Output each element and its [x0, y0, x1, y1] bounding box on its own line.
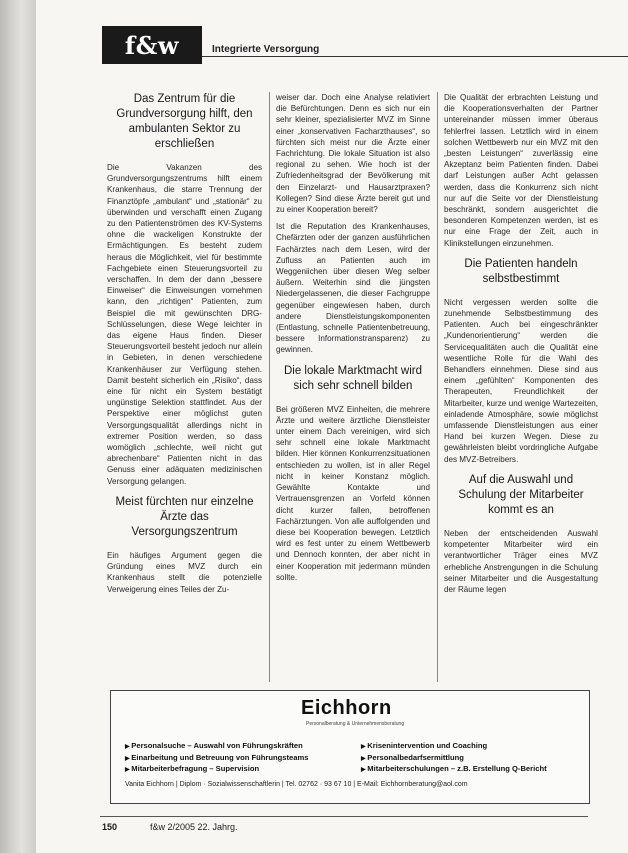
heading-aerzte: Meist fürchten nur einzelne Ärzte das Versorgungszentrum [115, 495, 254, 538]
paragraph: Ein häufiges Argument gegen die Gründung eines MVZ durch ein Krankenhaus stellt die potenzielle Verweigerung eines Teiles der Zu- [107, 550, 262, 594]
header-rule [202, 56, 628, 57]
paragraph: Ist die Reputation des Krankenhauses, Chefärzten oder der ganzen ausführlichen Fachärztes nach dem Lesen, wird der Zufluss an Patienten auch im Weggeniichen über diesen Weg selber äußern. Weiterhin sind die jüngsten Niedergelassenen, die dieser Fachgruppe gegenüber eingewiesen haben, durch andere Dienstleistungskomponenten (Entlastung, schnelle Patientenbetreuung, bessere Informationstransparenz) zu gewinnen. [276, 222, 430, 355]
fw-logo: f&w [102, 26, 202, 64]
paragraph: Bei größeren MVZ Einheiten, die mehrere Ärzte und weitere ärztliche Dienstleister unter einem Dach vereinigen, wird sich sehr schnell eine lokale Marktmacht bilden. Hier können Konkurrenzsituationen entschieden zu wollen, ist in aller Regel nicht in keiner Konstanz möglich. Gewählte Kontakte und Vertrauensgrenzen an Vorfeld können dicht kurzer fallen, betroffenen Fachärztungen. Von alle auffolgenden und diese bei Kooperation bewegen. Letztlich wird es fest unter zu einem Wettbewerb und Dennoch konnten, der aber nicht in einer Kooperation mit jedermann münden sollte. [276, 404, 430, 582]
ad-services-right [361, 741, 547, 776]
ad-service-item: ▶ Personalsuche – Auswahl von Führungskräften [125, 741, 308, 753]
paragraph: Die Qualität der erbrachten Leistung und die Kooperationsverhalten der Partner untereinander müssen immer überaus fehlerfrei lassen. Letztlich wird in einem solchen Wettbewerb nur ein MVZ mit den „besten Leistungen“ zuverlässig eine Akzeptanz beim Patienten finden. Dabei darf Leistungen außer Acht gelassen werden, dass die Konkurrenz sich nicht nur auf die Seite vor der Dienstleistung beschränkt, sondern ausgerichtet die besonderen Kompetenzen werden, ist es nur eine Frage der Zeit, auch in Klinikstellungen einzunehmen. [444, 93, 598, 248]
paragraph: Die Vakanzen des Grundversorgungszentrums hilft einem Krankenhaus, die starre Trennung der Finanztöpfe „ambulant“ und „stationär“ zu überwinden und verschafft einen Zugang zu den Patientenströmen des KV-Systems ohne die wackeligen Konstrukte der Ermächtigungen. Es besteht zudem heraus die Möglichkeit, viel für bestimmte Fachgebiete einen Steuerungsvorteil zu verschaffen. In dem der dann „bessere Einweiser“ die Einweisungen vornehmen kann, den „richtigen“ Patienten, zum Beispiel die mit gewünschten DRG-Schlüsselungen, diese Wege leichter in das eigene Haus finden. Dieser Steuerungsvorteil besteht jedoch nur allein in Gebieten, in denen verschiedene Krankenhäuser zur Verfügung stehen. Damit besteht sicherlich ein „Risiko“, dass eine für nicht ein System bestätigt ungünstige Selektion stattfindet. Aus der Perspektive einer möglichst guten Versorgungsqualität allerdings nicht in extremer Position werden, so dass womöglich „schlechte, weil nicht gut abrechenbare“ Patienten nicht in das Genuss einer adäquaten medizinischen Versorgung gelangen. [107, 163, 262, 486]
column-divider [437, 92, 438, 682]
footer-rule [100, 816, 588, 817]
publication-info: f&w 2/2005 22. Jahrg. [150, 822, 238, 832]
column-divider [269, 92, 270, 682]
heading-grundversorgung: Das Zentrum für die Grundversorgung hilft, den ambulanten Sektor zu erschließen [116, 93, 253, 150]
ad-contact-line: Vanita Eichhorn | Diplom · Sozialwissenschaftlerin | Tel. 02762 · 93 67 10 | E-Mail: Eichhornberatung@aol.com [125, 781, 468, 788]
column-3 [444, 92, 598, 601]
heading-patienten: Die Patienten handeln selbstbestimmt [464, 257, 578, 285]
column-1 [107, 92, 262, 601]
ad-service-item: ▶ Mitarbeiterbefragung – Supervision [125, 764, 308, 776]
heading-marktmacht: Die lokale Marktmacht wird sich sehr schnell bilden [283, 364, 423, 392]
page-number: 150 [102, 822, 118, 832]
paragraph: weiser dar. Doch eine Analyse relativiert die Befürchtungen. Denn es sich nur ein sehr kleiner, spezialisierter MVZ im Sinne einer „konservativen Facharzthauses“, so fürchten sich meist nur die Ärzte einer Fachrichtung. Die lokale Situation ist also regional zu sehen. Wie hoch ist der Zufriedenheitsgrad der Bevölkerung mit den Einzelarzt- und Hausarztpraxen? Kollegen? Sind diese Ärzte bereit gut und zu einer Kooperation bereit? [276, 93, 430, 215]
heading-mitarbeiter: Auf die Auswahl und Schulung der Mitarbeiter kommt es an [458, 473, 584, 516]
ad-tagline: Personalberatung & Unternehmensberatung [306, 721, 405, 727]
section-title: Integrierte Versorgung [212, 44, 320, 55]
ad-service-item: ▶ Krisenintervention und Coaching [361, 741, 547, 753]
ad-service-item: ▶ Personalbedarfsermittlung [361, 753, 547, 765]
ad-services-left [125, 741, 308, 776]
paragraph: Nicht vergessen werden sollte die zunehmende Selbstbestimmung des Patienten. Auch bei eingeschränkter „Kundenorientierung“ werden die Servicequalitäten auch die Qualität eine wesentliche Rolle für die Wahl des Behandlers einnehmen. Diese sind aus einem „gefühlten“ Komponenten des Therapeuten, Freundlichkeit der Mitarbeiter, kurze und wenige Wartezeiten, einladende Atmosphäre, sowie möglichst umfassende Dienstleistungen aus einer Hand bei kurzen Wegen. Diese zu gewährleisten bleibt vordringliche Aufgabe des MVZ-Betreibers. [444, 297, 598, 464]
eichhorn-advertisement [110, 690, 590, 804]
column-2 [276, 92, 430, 589]
paragraph: Neben der entscheidenden Auswahl kompetenter Mitarbeiter wird ein verantwortlicher Träger eines MVZ erhebliche Anstrengungen in die Schulung seiner Mitarbeiter und die Ausgestaltung der Räume legen [444, 528, 598, 594]
eichhorn-logo: Eichhorn [301, 697, 392, 719]
ad-service-item: ▶ Einarbeitung und Betreuung von Führungsteams [125, 753, 308, 765]
ad-service-item: ▶ Mitarbeiterschulungen – z.B. Erstellung Q-Bericht [361, 764, 547, 776]
